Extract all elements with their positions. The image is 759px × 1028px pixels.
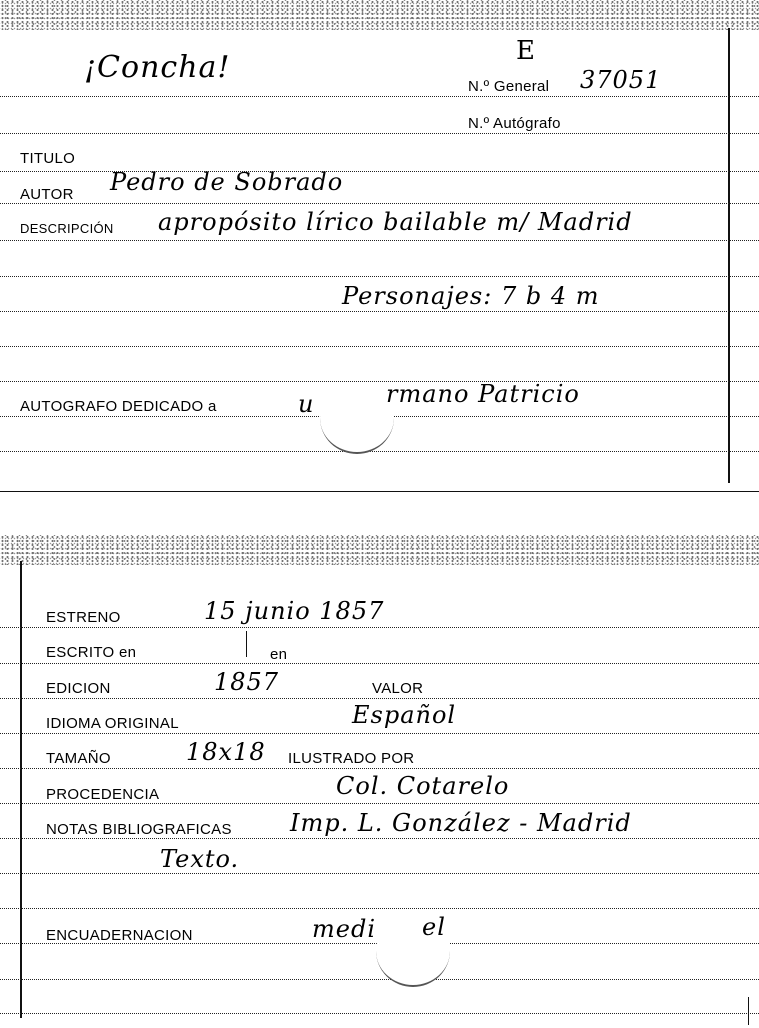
encuadernacion-value-end: el: [422, 913, 446, 941]
rule-line: [0, 381, 759, 382]
rule-line: [0, 451, 759, 452]
rule-line: [0, 908, 759, 909]
catalog-card-bottom: [0, 535, 759, 1028]
rule-line: [0, 1013, 759, 1014]
descripcion-label: DESCRIPCIÓN: [20, 221, 114, 236]
rule-line: [0, 627, 759, 628]
dedicado-value: rmano Patricio: [386, 380, 580, 408]
card-top-bottom-edge: [0, 491, 759, 492]
catalog-card-top: [0, 0, 759, 492]
tamano-value: 18x18: [186, 738, 266, 766]
title-handwritten: ¡Concha!: [84, 50, 231, 85]
idioma-label: IDIOMA ORIGINAL: [46, 715, 179, 732]
dedicado-value-start: u: [298, 390, 315, 418]
rule-line: [0, 133, 759, 134]
estreno-label: ESTRENO: [46, 609, 121, 626]
tamano-label: TAMAÑO: [46, 750, 111, 767]
descripcion-value: apropósito lírico bailable m/ Madrid: [158, 208, 633, 236]
notas-value: Imp. L. González - Madrid: [290, 809, 632, 837]
rule-line: [0, 698, 759, 699]
letter-mark: E: [516, 36, 536, 66]
notas-label: NOTAS BIBLIOGRAFICAS: [46, 821, 232, 838]
rule-line: [0, 96, 759, 97]
rule-line: [0, 733, 759, 734]
n-general-label: N.º General: [468, 78, 550, 95]
personajes-value: Personajes: 7 b 4 m: [342, 282, 600, 310]
rule-line: [0, 663, 759, 664]
dedicado-label: AUTOGRAFO DEDICADO a: [20, 398, 217, 415]
rule-line: [0, 311, 759, 312]
rule-line: [0, 838, 759, 839]
card-edge-mark: [748, 997, 749, 1025]
rule-line: [0, 346, 759, 347]
edicion-label: EDICION: [46, 680, 111, 697]
autor-value: Pedro de Sobrado: [110, 168, 344, 196]
n-general-value: 37051: [580, 66, 662, 94]
procedencia-label: PROCEDENCIA: [46, 786, 160, 803]
ilustrado-label: ILUSTRADO POR: [288, 750, 415, 767]
ink-blot: [320, 382, 394, 454]
encuadernacion-value: medi: [312, 915, 376, 943]
rule-line: [0, 203, 759, 204]
escrito-label: ESCRITO en: [46, 644, 137, 661]
rule-line: [0, 979, 759, 980]
rule-line: [0, 803, 759, 804]
idioma-value: Español: [352, 701, 457, 729]
valor-label: VALOR: [372, 680, 424, 697]
n-autografo-label: N.º Autógrafo: [468, 115, 561, 132]
escrito-en-label: en: [270, 646, 288, 663]
card-top-edge-texture: [0, 0, 759, 30]
estreno-value: 15 junio 1857: [204, 597, 385, 625]
procedencia-value: Col. Cotarelo: [336, 772, 510, 800]
encuadernacion-label: ENCUADERNACION: [46, 927, 193, 944]
rule-line: [0, 240, 759, 241]
edicion-value: 1857: [214, 668, 280, 696]
rule-line: [0, 873, 759, 874]
notas-value-continued: Texto.: [160, 845, 240, 873]
titulo-label: TITULO: [20, 150, 76, 167]
pen-stroke: [246, 631, 247, 657]
autor-label: AUTOR: [20, 186, 74, 203]
rule-line: [0, 276, 759, 277]
rule-line: [0, 768, 759, 769]
